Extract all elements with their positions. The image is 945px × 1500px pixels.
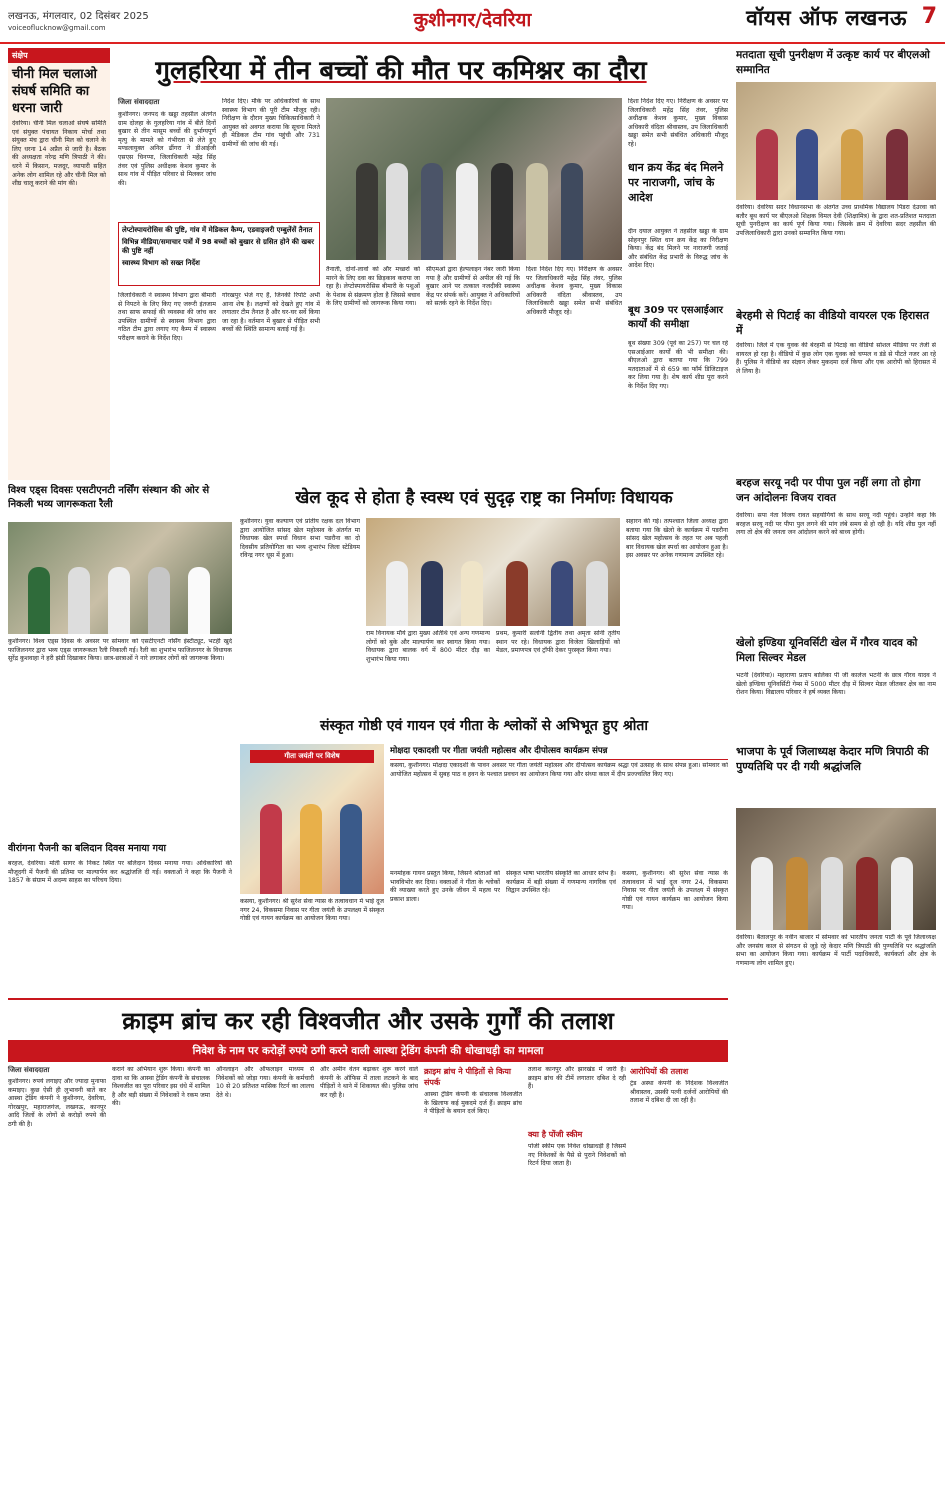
sanskrit-body3: संस्कृत भाषा भारतीय संस्कृति का आधार स्तंभ है। कार्यक्रम में बड़ी संख्या में गणमान्य नागरिक एवं विद्वान उपस्थित रहे। [506, 870, 616, 895]
berahmi-body: देवरिया। जिले में एक युवक की बेरहमी से पिटाई का वीडियो सोशल मीडिया पर तेजी से वायरल हो रहा है। वीडियो में कुछ लोग एक युवक को चप्पल व डंडे से पीटते नजर आ रहे हैं। पुलिस ने वीडियो का संज्ञान लेकर मुकदमा दर्ज किया और एक आरोपी को हिरासत में ले लिया है। [736, 342, 936, 375]
crime-col5-head: क्राइम ब्रांच ने पीड़ितों से किया संपर्क [424, 1067, 511, 1087]
sanskrit-body1-a: कसया, कुशीनगर। श्री सुरेश सेवा न्यास के तत्वावधान में भाई दूज नगर 24, विकसमा निवास पर गीता जयंती के उपलक्ष्य में संस्कृत गोष्ठी एवं गायन कार्यक्रम का आयोजन किया गया। [240, 898, 384, 923]
brand-logo: वॉयस ऑफ लखनऊ [746, 6, 907, 30]
main-photo [326, 98, 622, 260]
bhajpa-headline: भाजपा के पूर्व जिलाध्यक्ष केदार मणि त्रिपाठी की पुण्यतिथि पर दी गयी श्रद्धांजलि [736, 745, 929, 773]
masthead-date: लखनऊ, मंगलवार, 02 दिसंबर 2025 [8, 11, 149, 22]
mokshada-body: कसया, कुशीनगर। मोक्षदा एकादशी के पावन अवसर पर गीता जयंती महोत्सव और दीपोत्सव कार्यक्रम श्रद्धा एवं उत्साह के साथ संपन्न हुआ। सोमवार को आयोजित महोत्सव में सुबह पाठ व हवन के पश्चात प्रवचन का आयोजन किया गया और संध्या काल में दीप प्रज्ज्वलित किए गए। [390, 762, 728, 778]
bullets-box [118, 222, 320, 286]
crime-col6b-body: पोंजी स्कीम एक निवेश धोखाधड़ी है जिसमें नए निवेशकों के पैसे से पुराने निवेशकों को रिटर्न दिया जाता है। [528, 1143, 626, 1168]
main-body7: दिशा निर्देश दिए गए। निरीक्षण के अवसर पर जिलाधिकारी महेंद्र सिंह तंवर, पुलिस अधीक्षक केशव कुमार, मुख्य विकास अधिकारी वंदिता श्रीवास्तव, उप जिलाधिकारी खड्डा समेत सभी संबंधित अधिकारी मौजूद रहे। [628, 98, 728, 148]
sankshep-body: देवरिया। चीनी मिल चलाओ संघर्ष समिति एवं संयुक्त पंचायत निकाय मोर्चा तथा संयुक्त मंच द्वारा चीनी मिल को चलाने के लिए धरना 14 अप्रैल से जारी है। बैठक की अध्यक्षता नरेन्द्र मणि त्रिपाठी ने की। धरने में किसान, मजदूर, व्यापारी सहित अनेक लोग शामिल रहे और चीनी मिल को शीघ्र चालू कराने की मांग की। [12, 120, 106, 188]
crime-col5-body: आस्था ट्रेडिंग कंपनी के संचालक विश्वजीत के खिलाफ कई मुकदमे दर्ज हैं। क्राइम ब्रांच ने पीड़ितों के बयान दर्ज किए। [424, 1091, 522, 1116]
main-body5: तैनाती, दोनों-लार्वा को और मच्छरों को मारने के लिए दवा का छिड़काव कराया जा रहा है। लेप्टोस्पायरोसिस बीमारी के पशुओं के पेशाब से संक्रमण होता है जिससे बचाव के लिए ग्रामीणों को जागरूक किया गया। [326, 266, 420, 308]
crime-col7-head: आरोपियों की तलाश [630, 1067, 689, 1076]
khelkood-body1: कुशीनगर। युवा कल्याण एवं प्रांतीय रक्षक दल विभाग द्वारा आयोजित सांसद खेल महोत्सव के अंतर्गत मा विधायक खेल स्पर्धा विधान सभा पडरौना का दो दिवसीय प्रतियोगिता का भव्य शुभारंभ जिला स्टेडियम रविन्द्र नगर धूस में हुआ। [240, 518, 360, 560]
dhan-headline: धान क्रय केंद्र बंद मिलने पर नाराजगी, जांच के आदेश [628, 161, 724, 204]
crime-col6-head: क्या है पोंजी स्कीम [528, 1130, 583, 1139]
crime-col6 [528, 1066, 626, 1494]
crime-col1 [8, 1066, 106, 1494]
sankshep-label: संक्षेप [8, 48, 110, 63]
crime-col7-body: ट्रेड अस्था कंपनी के निदेशक विश्वजीत श्रीवास्तव, उसकी पत्नी दर्जनों आरोपियों की तलाश में दबिश दी जा रही है। [630, 1080, 728, 1105]
khelkood-body4: सहारन की गई। तत्पश्चात जिला अध्यक्ष द्वारा बताया गया कि खेलो के कार्यक्रम में पडरौना सांसद खेल महोत्सव के तहत पर अब पहली बार विधायक खेल स्पर्धा का आयोजन हुआ है। इस अवसर पर अनेक गणमान्य उपस्थित रहे। [626, 518, 728, 560]
berahmi-headline: बेरहमी से पिटाई का वीडियो वायरल एक हिरासत में [736, 309, 929, 337]
khelo-body: भटनी (देवरिया)। महाराणा प्रताप बालिका पी जी कालेज भटनी के छात्र गौरव यादव ने खेलो इण्डिया यूनिवर्सिटी गेम्स में 5000 मीटर दौड़ में सिल्वर मेडल जीतकर क्षेत्र का नाम रोशन किया। विद्यालय परिवार ने हर्ष व्यक्त किया। [736, 672, 936, 697]
main-story-col2 [222, 98, 320, 218]
sankshep-box [8, 48, 110, 480]
bhajpa-body: देवरिया। बैतालपुर के नवीन बाजार में सोमवार को भारतीय जनता पार्टी के पूर्व जिलाध्यक्ष और जनसंघ काल से संगठन से जुड़े रहे केदार मणि त्रिपाठी की पुण्यतिथि पर श्रद्धांजलि सभा का आयोजन किया गया। कार्यक्रम में पार्टी पदाधिकारी, कार्यकर्ता और क्षेत्र के गणमान्य लोग शामिल हुए। [736, 934, 936, 967]
khelkood-body3: प्रथम, कुमारी सलोनी द्वितीय तथा अमृता सोनी तृतीय स्थान पर रहे। विधायक द्वारा विजेता खिलाड़ियों को मेडल, प्रमाणपत्र एवं ट्रॉफी देकर पुरस्कृत किया गया। [496, 630, 620, 655]
crime-col3: ऑनलाइन और ऑफलाइन माध्यम से निवेशकों को जोड़ा गया। कंपनी के कर्मचारी 10 से 20 प्रतिशत मासिक रिटर्न का लालच देते थे। [216, 1066, 314, 1099]
crime-col6-body: तलाश कानपुर और झारखंड में जारी है। क्राइम ब्रांच की टीमें लगातार दबिश दे रही हैं। [528, 1066, 626, 1091]
page-number: 7 [921, 4, 937, 29]
barhaj-body: देवरिया। सपा नेता विजय रावत सहयोगियों के साथ सरयू नदी पहुंचे। उन्होंने कहा कि बरहज सरयू नदी पर पीपा पुल लगने की मांग लंबे समय से हो रही है। यदि शीघ्र पुल नहीं लगा तो क्षेत्र की जनता जन आंदोलन करने को बाध्य होगी। [736, 512, 936, 537]
crime-subheadline: निवेश के नाम पर करोड़ों रुपये ठगी करने वाली आस्था ट्रेडिंग कंपनी की धोखाधड़ी का मामला [8, 1040, 728, 1062]
booth-headline: बूथ 309 पर एसआईआर कार्यों की समीक्षा [628, 305, 723, 330]
veerangana-body: बरहज, देवरिया। मोती सागर के निकट स्थित पर बलिदान दिवस मनाया गया। अधिकारियों की मौजूदगी में पैजनी की प्रतिमा पर माल्यार्पण कर श्रद्धांजलि दी गई। वक्ताओं ने कहा कि पैजनी ने 1857 के संग्राम में अदम्य साहस का परिचय दिया। [8, 860, 232, 885]
masthead-email: voiceoflucknow@gmail.com [8, 24, 106, 32]
sanskrit-banner: गीता जयंती पर विशेष [250, 750, 374, 763]
matdata-body: देवरिया। देवरिया सदर विधानसभा के अंतर्गत उच्च प्राथमिक विद्यालय पिंडरा देउरवा को बतौर बूथ कार्य पर बीएलओ शिक्षक विमल देवी (शिक्षामित्र) के द्वारा शत-प्रतिशत मतदाता सूची पुनरीक्षण का कार्य पूर्ण किया गया। जिसके क्रम में देवरिया सदर तहसील की उपजिलाधिकारी द्वारा उनको सम्मानित किया गया। [736, 204, 936, 237]
masthead [0, 0, 945, 44]
sanskrit-body2: मनमोहक गायन प्रस्तुत किया, जिसने श्रोताओं को भावविभोर कर दिया। वक्ताओं ने गीता के श्लोकों की व्याख्या करते हुए उनके जीवन में महत्व पर प्रकाश डाला। [390, 870, 500, 903]
booth-body: बूथ संख्या 309 (पूर्व का 257) पर चल रहे एसआईआर कार्यों की भी समीक्षा की। बीएलओ द्वारा बताया गया कि 799 मतदाताओं में से 659 का फॉर्म डिजिटाइज कर लिया गया है। शेष कार्य शीघ्र पूरा करने के निर्देश दिए गए। [628, 340, 728, 390]
bullet-2: विभिन्न मीडिया/समाचार पत्रों में 98 बच्चों को बुखार से ग्रसित होने की खबर की पुष्टि नहीं [122, 238, 314, 255]
main-body1: कुशीनगर। जनपद के खड्डा तहसील अंतर्गत ग्राम दोलहा के गुलहरिया गांव में बीते दिनों बुखार से तीन मासूम बच्चों की दुर्भाग्यपूर्ण मृत्यु के मामले को गंभीरता से लेते हुए मण्डलायुक्त अनिल ढींगरा ने डीआईजी एसएस चिनप्पा, जिलाधिकारी महेंद्र सिंह तंवर एवं पुलिस अधीक्षक केशव कुमार के साथ गांव में पीड़ित परिवार से मिलकर जांच की। [118, 111, 216, 187]
barhaj-headline: बरहज सरयू नदी पर पीपा पुल नहीं लगा तो होगा जन आंदोलनः विजय रावत [736, 477, 921, 504]
sanskrit-headline: संस्कृत गोष्ठी एवं गायन एवं गीता के श्लोकों से अभिभूत हुए श्रोता [320, 718, 648, 734]
main-body3: निर्देश दिए। मौके पर अधिकारियों के साथ स्वास्थ्य विभाग की पूरी टीम मौजूद रही। निरीक्षण के दौरान मुख्य चिकित्साधिकारी ने आयुक्त को अवगत कराया कि सूचना मिलते ही मेडिकल टीम गांव पहुंची और 731 ग्रामीणों की जांच की गई। [222, 98, 320, 148]
aids-headline: विश्व एड्स दिवसः एसटीएनटी नर्सिंग संस्थान की ओर से निकली भव्य जागरूकता रैली [8, 485, 210, 510]
crime-col7 [630, 1066, 728, 1494]
sanskrit-photo [240, 744, 384, 894]
mokshada-headline: मोक्षदा एकादशी पर गीता जयंती महोत्सव और दीपोत्सव कार्यक्रम संपन्न [390, 744, 728, 760]
dhan-body: दीन दयाल आयुक्त ने तहसील खड्डा के ग्राम सोहनपुर स्थित धान क्रय केंद्र का निरीक्षण किया। केंद्र बंद मिलने पर नाराजगी जताई और संबंधित केंद्र प्रभारी के विरुद्ध जांच के आदेश दिए। [628, 228, 728, 270]
main-byline: जिला संवाददाता [118, 98, 160, 106]
divider-rule [8, 998, 728, 1000]
khelkood-photo [366, 518, 620, 626]
crime-col1-body: कुशीनगर। रुपये लगाइए और ज्यादा मुनाफा कमाइए। कुछ ऐसी ही लुभावनी बातें कर आस्था ट्रेडिंग कंपनी ने कुशीनगर, देवरिया, गोरखपुर, महाराजगंज, लखनऊ, कानपुर आदि जिलों के लोगों से करोड़ों रुपये की ठगी की है। [8, 1078, 106, 1128]
bullet-3: स्वास्थ्य विभाग को सख्त निर्देश [122, 259, 200, 267]
crime-headline: क्राइम ब्रांच कर रही विश्वजीत और उसके गुर्गों की तलाश [122, 1007, 614, 1035]
aids-photo [8, 522, 232, 634]
khelo-headline: खेलो इण्डिया यूनिवर्सिटी खेल में गौरव यादव को मिला सिल्वर मेडल [736, 637, 918, 664]
bullet-1: लेप्टोस्पायरोसिस की पुष्टि, गांव में मेडिकल कैम्प, एडवाइजरी एम्बुलेंसें तैनात [122, 226, 313, 234]
main-body4: गोरखपुर भेजे गए हैं, जिनकी रिपोर्ट अभी आना शेष है। लक्षणों को देखते हुए गांव में लगातार टीम तैनात है और घर-घर सर्वे किया जा रहा है। वर्तमान में बुखार से पीड़ित सभी बच्चों की स्थिति सामान्य बताई गई है। [222, 292, 320, 334]
matdata-headline: मतदाता सूची पुनरीक्षण में उत्कृष्ट कार्य पर बीएलओ सम्मानित [736, 49, 930, 76]
matdata-photo [736, 82, 936, 200]
khelkood-body2: राम विनायक मौर्य द्वारा मुख्य अतिथि एवं अन्य गणमान्य लोगों को बुके और माल्यार्पण कर स्वागत किया गया। विधायक द्वारा बालक वर्ग में 800 मीटर दौड़ का शुभारंभ किया गया। [366, 630, 490, 663]
sanskrit-body1-b: कसया, कुशीनगर। श्री सुरेश सेवा न्यास के तत्वावधान में भाई दूज नगर 24, विकसमा निवास पर गीता जयंती के उपलक्ष्य में संस्कृत गोष्ठी एवं गायन कार्यक्रम का आयोजन किया गया। [622, 870, 728, 912]
sankshep-title: चीनी मिल चलाओ संघर्ष समिति का धरना जारी [12, 67, 97, 116]
veerangana-headline: वीरांगना पैजनी का बलिदान दिवस मनाया गया [8, 843, 166, 854]
section-title: कुशीनगर/देवरिया [413, 9, 532, 31]
bhajpa-photo [736, 808, 936, 930]
main-body6: सीएमओ द्वारा हेल्पलाइन नंबर जारी किया गया है और ग्रामीणों से अपील की गई कि बुखार आने पर तत्काल नजदीकी स्वास्थ्य केंद्र पर संपर्क करें। आयुक्त ने अधिकारियों को सतर्क रहने के निर्देश दिए। [426, 266, 520, 308]
crime-col5 [424, 1066, 522, 1494]
crime-col4: और अमीन वेतन बढ़ाकर शुरू करने वाले कंपनी के ऑफिस में ताला लटकने के बाद पीड़ितों ने थाने में शिकायत की। पुलिस जांच कर रही है। [320, 1066, 418, 1099]
crime-col2: कराने का अभियान शुरू किया। कंपनी का दावा था कि आस्था ट्रेडिंग कंपनी के संचालक विश्वजीत का पूरा परिवार इस धंधे में शामिल है और बड़ी संख्या में निवेशकों ने रकम जमा की। [112, 1066, 210, 1108]
khelkood-headline: खेल कूद से होता है स्वस्थ एवं सुदृढ़ राष्ट्र का निर्माणः विधायक [295, 488, 673, 508]
aids-body: कुशीनगर। विश्व एड्स दिवस के अवसर पर सोमवार को एसटीएनटी नर्सिंग इंस्टीट्यूट, भटही खुर्द फाजिलनगर द्वारा भव्य एड्स जागरूकता रैली निकाली गई। रैली का शुभारंभ फाजिलनगर के विधायक सुरेंद्र कुशवाहा ने हरी झंडी दिखाकर किया। छात्र-छात्राओं ने नारे लगाकर लोगों को जागरूक किया। [8, 638, 232, 663]
main-body2: जिलाधिकारी ने स्वास्थ्य विभाग द्वारा बीमारी से निपटने के लिए किए गए जरूरी इंतजाम तथा साफ सफाई की व्यवस्था की जांच कर उपस्थित ग्रामीणों से स्वास्थ्य विभाग द्वारा गठित टीम द्वारा लगाए गए कैम्प में स्वास्थ्य परीक्षण कराने के निर्देश दिए। [118, 292, 216, 342]
main-headline: गुलहरिया में तीन बच्चों की मौत पर कमिश्नर का दौरा [155, 56, 647, 86]
crime-byline: जिला संवाददाता [8, 1066, 50, 1074]
main-body7-cont: दिशा निर्देश दिए गए। निरीक्षण के अवसर पर जिलाधिकारी महेंद्र सिंह तंवर, पुलिस अधीक्षक केशव कुमार, मुख्य विकास अधिकारी वंदिता श्रीवास्तव, उप जिलाधिकारी खड्डा समेत सभी संबंधित अधिकारी मौजूद रहे। [526, 266, 622, 316]
